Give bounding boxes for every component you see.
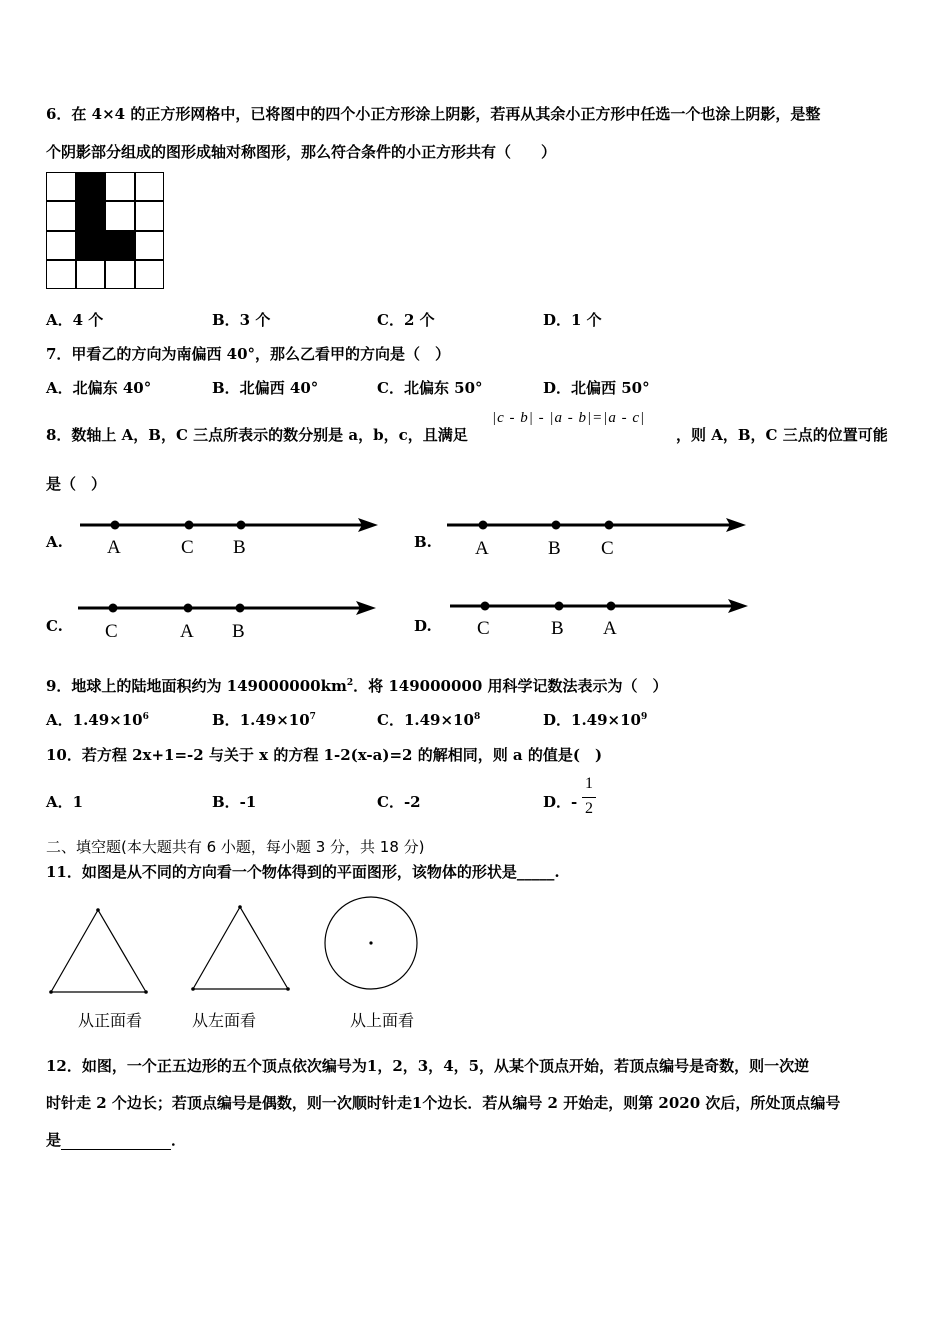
q8-stem-post: ，则 A，B，C 三点的位置可能 xyxy=(676,426,888,444)
q9-stem-b: ．将 149000000 用科学记数法表示为（ ） xyxy=(353,677,668,695)
q9-stem-a: 9．地球上的陆地面积约为 149000000km xyxy=(46,677,347,695)
q8-a-label-1: A xyxy=(107,537,121,558)
q11-stem: 11．如图是从不同的方向看一个物体得到的平面图形，该物体的形状是_____. xyxy=(46,863,560,881)
q6-option-a: A．4 个 xyxy=(46,311,104,329)
q7-option-b: B．北偏西 40° xyxy=(212,379,319,397)
q9-stem xyxy=(46,675,668,696)
q12-stem-line3 xyxy=(46,1129,186,1150)
q10-option-d: D．- xyxy=(543,793,578,811)
q10-option-a: A．1 xyxy=(46,793,84,811)
q12-answer-blank[interactable] xyxy=(61,1131,171,1150)
q8-option-c-letter: C. xyxy=(46,617,63,635)
q9-option-c: C．$1.49\times 10^8$ xyxy=(377,711,481,729)
q8-b-label-1: A xyxy=(475,538,489,559)
q10-frac-den: 2 xyxy=(585,800,593,817)
q8-c-label-3: B xyxy=(232,621,245,642)
left-view-triangle xyxy=(191,905,290,991)
q7-option-c: C．北偏东 50° xyxy=(377,379,483,397)
q6-stem-line1: 6．在 4×4 的正方形网格中，已将图中的四个小正方形涂上阴影，若再从其余小正方形中任选一个也涂上阴影，是整 xyxy=(46,105,821,123)
q12-stem-line2: 时针走 2 个边长；若顶点编号是偶数，则一次顺时针走1个边长．若从编号 2 开始走，则第 2020 次后，所处顶点编号 xyxy=(46,1094,841,1112)
section2-heading: 二、填空题(本大题共有 6 小题，每小题 3 分，共 18 分) xyxy=(46,838,425,856)
q10-option-c: C．-2 xyxy=(377,793,421,811)
q11-caption-top: 从上面看 xyxy=(350,1011,415,1030)
q8-stem-line2: 是（ ） xyxy=(46,475,107,493)
q9-option-a: A．$1.49\times 10^6$ xyxy=(46,711,149,729)
q8-a-label-2: C xyxy=(181,537,194,558)
q8-d-label-2: B xyxy=(551,618,564,639)
q8-a-label-3: B xyxy=(233,537,246,558)
q10-frac-bar xyxy=(582,797,596,798)
q11-caption-left: 从左面看 xyxy=(192,1011,257,1030)
number-line-d xyxy=(450,599,748,613)
q12-line3-post: ． xyxy=(171,1131,187,1149)
q6-stem-line2: 个阴影部分组成的图形成轴对称图形，那么符合条件的小正方形共有（ ） xyxy=(46,143,557,161)
q10-stem: 10．若方程 2x+1=-2 与关于 x 的方程 1-2(x-a)=2 的解相同，则 a 的值是( ) xyxy=(46,746,603,764)
q8-b-label-2: B xyxy=(548,538,561,559)
q11-views-figure xyxy=(0,890,950,1000)
q9-stem-sup: 2 xyxy=(346,678,354,688)
q11-caption-front: 从正面看 xyxy=(78,1011,143,1030)
number-line-a xyxy=(80,518,378,532)
q9-option-b: B．$1.49\times 10^7$ xyxy=(212,711,316,729)
q8-stem-pre: 8．数轴上 A，B，C 三点所表示的数分别是 a，b，c，且满足 xyxy=(46,426,468,444)
q8-option-a-letter: A. xyxy=(46,533,63,551)
q8-c-label-2: A xyxy=(180,621,194,642)
q8-option-d-letter: D. xyxy=(414,617,432,635)
q8-d-label-3: A xyxy=(603,618,617,639)
q8-option-b-letter: B. xyxy=(414,533,432,551)
q8-formula: |c - b| - |a - b|=|a - c| xyxy=(492,410,646,426)
q7-stem: 7．甲看乙的方向为南偏西 40°，那么乙看甲的方向是（ ） xyxy=(46,345,451,363)
q10-frac-num: 1 xyxy=(585,775,593,792)
q6-option-d: D．1 个 xyxy=(543,311,602,329)
top-view-circle xyxy=(325,897,417,989)
q8-b-label-3: C xyxy=(601,538,614,559)
q7-option-d: D．北偏西 50° xyxy=(543,379,650,397)
q12-stem-line1: 12．如图，一个正五边形的五个顶点依次编号为1，2，3，4，5，从某个顶点开始，若顶点编号是奇数，则一次逆 xyxy=(46,1057,810,1075)
number-line-c xyxy=(78,601,376,615)
q12-line3-pre: 是 xyxy=(46,1131,62,1149)
front-view-triangle xyxy=(49,908,148,994)
q6-option-c: C．2 个 xyxy=(377,311,435,329)
q10-option-b: B．-1 xyxy=(212,793,257,811)
q8-d-label-1: C xyxy=(477,618,490,639)
q9-option-d: D．$1.49\times 10^9$ xyxy=(543,711,648,729)
q6-option-b: B．3 个 xyxy=(212,311,271,329)
q7-option-a: A．北偏东 40° xyxy=(46,379,152,397)
q8-c-label-1: C xyxy=(105,621,118,642)
number-line-b xyxy=(447,518,746,532)
